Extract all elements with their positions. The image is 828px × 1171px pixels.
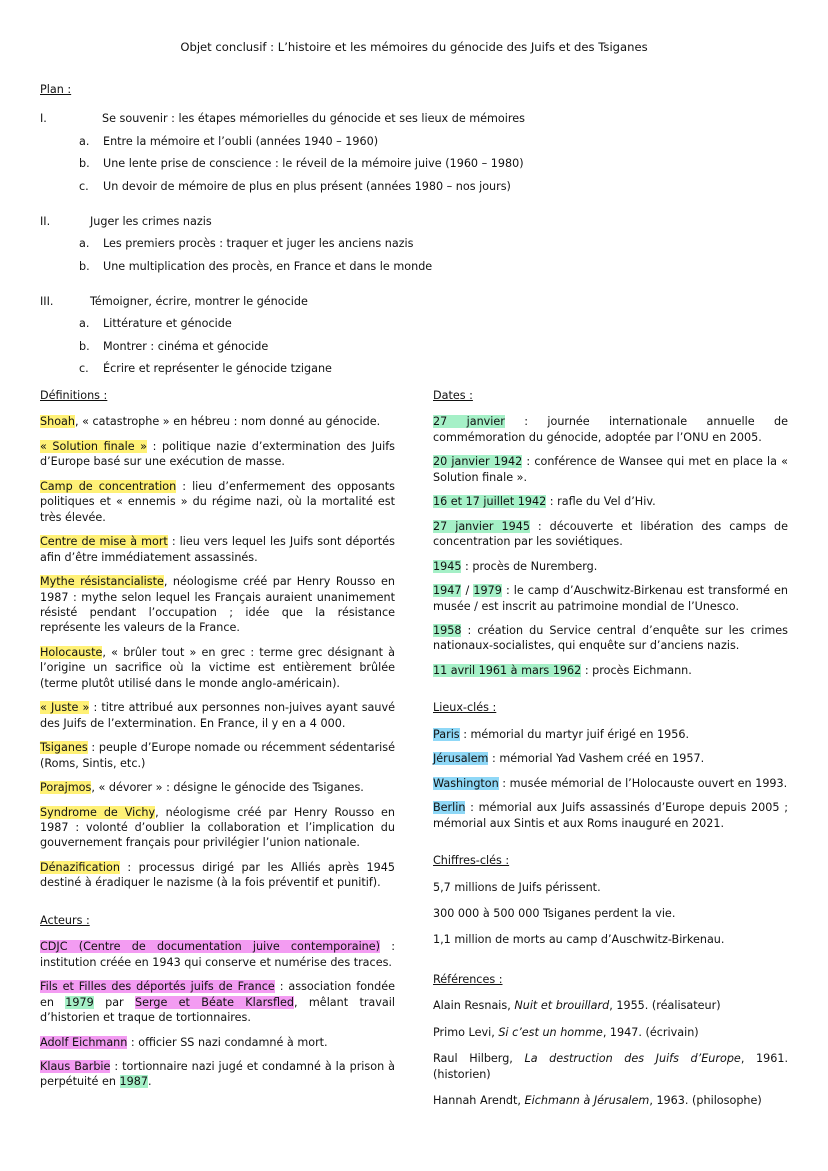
definition-text: : titre attribué aux personnes non-juives ayant sauvé des Juifs de l’extermination. En France, il y en a 4 000. <box>40 701 395 730</box>
lieu-text: : mémorial aux Juifs assassinés d’Europe depuis 2005 ; mémorial aux Sintis et aux Roms inauguré en 2021. <box>433 801 788 830</box>
part-title: Se souvenir : les étapes mémorielles du génocide et ses lieux de mémoires <box>102 112 525 126</box>
plan-part <box>40 211 800 278</box>
acteur-item <box>40 1059 395 1090</box>
plan-part <box>40 291 800 381</box>
date-item <box>433 559 788 574</box>
date-value: 11 avril 1961 à mars 1962 <box>433 663 582 677</box>
sub-title: Entre la mémoire et l’oubli (années 1940 – 1960) <box>103 134 379 148</box>
acteur-text: : officier SS nazi condamné à mort. <box>127 1035 328 1049</box>
date-text: : le camp d’Auschwitz-Birkenau est transformé en musée / est inscrit au patrimoine mondial de l’Unesco. <box>433 584 788 613</box>
definition-term: Shoah <box>40 415 75 429</box>
date-text: : conférence de Wansee qui met en place la « Solution finale ». <box>433 455 788 484</box>
sub-letter: b. <box>79 157 90 171</box>
sub-letter: a. <box>79 237 90 251</box>
sub-title: Une lente prise de conscience : le réveil de la mémoire juive (1960 – 1980) <box>103 157 524 171</box>
reference-work: Si c’est un homme <box>498 1025 603 1039</box>
lieu-item <box>433 727 788 742</box>
date-text: : création du Service central d’enquête sur les crimes nationaux-socialistes, qui enquête sur d’anciens nazis. <box>433 623 788 653</box>
reference-author: Raul Hilberg, <box>433 1052 525 1066</box>
acteur-item <box>40 979 395 1025</box>
definition-text: : processus dirigé par les Alliés après 1945 destiné à éradiquer le nazisme (à la fois préventif et punitif). <box>40 860 395 890</box>
date-text: : rafle du Vel d’Hiv. <box>546 495 656 509</box>
lieu-place: Berlin <box>433 801 466 815</box>
part-number: I. <box>40 112 47 126</box>
definition-item <box>40 534 395 565</box>
reference-work: Nuit et brouillard <box>514 999 610 1013</box>
date-text: : journée internationale annuelle de commémoration du génocide, adoptée par l’ONU en 2005. <box>433 415 788 444</box>
definition-item <box>40 805 395 851</box>
chiffres-heading: Chiffres-clés : <box>433 854 510 868</box>
acteur-name: Fils et Filles des déportés juifs de France <box>40 980 275 994</box>
part-title: Témoigner, écrire, montrer le génocide <box>90 294 308 308</box>
reference-item <box>433 1025 788 1040</box>
lieux-heading: Lieux-clés : <box>433 701 497 715</box>
reference-item <box>433 998 788 1013</box>
date-value: 27 janvier 1945 <box>433 519 530 533</box>
part-number: III. <box>40 294 54 308</box>
acteur-text: par <box>93 995 135 1009</box>
date-value: 1945 <box>433 559 462 573</box>
definition-item <box>40 479 395 525</box>
sub-title: Une multiplication des procès, en France et dans le monde <box>103 259 433 273</box>
definition-text: : peuple d’Europe nomade ou récemment sédentarisé (Roms, Sintis, etc.) <box>40 741 395 770</box>
definition-term: Centre de mise à mort <box>40 535 168 549</box>
definition-term: Porajmos <box>40 781 92 795</box>
definition-item <box>40 645 395 691</box>
reference-work: Eichmann à Jérusalem <box>524 1094 650 1108</box>
definition-text: , néologisme créé par Henry Rousso en 1987 : mythe selon lequel les Français auraient unanimement résisté pendant l’occupation ; idée que la résistance représente les valeurs de la France. <box>40 575 395 635</box>
acteurs-heading: Acteurs : <box>40 913 90 927</box>
reference-detail: , 1955. (réalisateur) <box>609 999 721 1013</box>
date-text: : découverte et libération des camps de concentration par les soviétiques. <box>433 519 788 549</box>
date-item <box>433 454 788 485</box>
date-value: 16 et 17 juillet 1942 <box>433 495 547 509</box>
reference-item <box>433 1093 788 1108</box>
definition-term: Syndrome de Vichy <box>40 805 156 819</box>
acteur-item <box>40 939 395 970</box>
reference-item <box>433 1051 788 1082</box>
sub-title: Un devoir de mémoire de plus en plus présent (années 1980 – nos jours) <box>103 179 511 193</box>
plan-heading: Plan : <box>40 83 72 96</box>
reference-detail: , 1961. (historien) <box>433 1052 789 1081</box>
reference-detail: , 1947. (écrivain) <box>602 1025 699 1039</box>
definition-text: , « catastrophe » en hébreu : nom donné au génocide. <box>74 415 381 429</box>
acteur-year: 1979 <box>65 995 94 1009</box>
definition-term: Dénazification <box>40 860 120 874</box>
sub-letter: a. <box>79 317 90 331</box>
lieu-item <box>433 776 788 791</box>
reference-work: La destruction des Juifs d’Europe <box>524 1052 741 1066</box>
definition-term: Holocauste <box>40 645 103 659</box>
definition-text: : lieu vers lequel les Juifs sont déportés afin d’être immédiatement assassinés. <box>40 535 395 564</box>
definition-item <box>40 860 395 891</box>
definition-term: Tsiganes <box>40 741 88 755</box>
definition-item <box>40 740 395 771</box>
date-item <box>433 583 788 614</box>
reference-author: Primo Levi, <box>433 1025 499 1039</box>
date-separator: / <box>461 584 474 598</box>
page-title: Objet conclusif : L’histoire et les mémoires du génocide des Juifs et des Tsiganes <box>180 40 648 54</box>
definition-item <box>40 439 395 470</box>
definition-text: , néologisme créé par Henry Rousso en 1987 : volonté d’oublier la collaboration et l’implication du gouvernement français pour privilégier l’union nationale. <box>40 805 395 850</box>
definition-text: : lieu d’enfermement des opposants politiques et « ennemis » du régime nazi, où la mortalité est très élevée. <box>40 479 395 524</box>
date-item <box>433 623 788 654</box>
lieu-place: Washington <box>433 776 499 790</box>
lieu-place: Jérusalem <box>433 752 489 766</box>
sub-letter: b. <box>79 259 90 273</box>
date-item <box>433 663 788 678</box>
date-text: : procès Eichmann. <box>581 663 692 677</box>
definition-term: « Juste » <box>40 701 90 715</box>
plan-outline <box>40 108 800 393</box>
lieu-place: Paris <box>433 727 460 741</box>
plan-part <box>40 108 800 198</box>
chiffre-item: 1,1 million de morts au camp d’Auschwitz-Birkenau. <box>433 933 725 947</box>
sub-letter: c. <box>79 179 89 193</box>
definition-item <box>40 574 395 636</box>
references-heading: Références : <box>433 972 503 986</box>
reference-detail: , 1963. (philosophe) <box>649 1094 762 1108</box>
acteur-item <box>40 1035 395 1050</box>
sub-letter: a. <box>79 134 90 148</box>
definition-text: : politique nazie d’extermination des Juifs d’Europe basé sur une exécution de masse. <box>40 439 395 469</box>
sub-letter: b. <box>79 339 90 353</box>
reference-author: Hannah Arendt, <box>433 1094 525 1108</box>
definition-text: , « dévorer » : désigne le génocide des Tsiganes. <box>91 781 364 795</box>
reference-author: Alain Resnais, <box>433 999 515 1013</box>
acteur-name: CDJC (Centre de documentation juive contemporaine) <box>40 940 381 954</box>
definition-term: « Solution finale » <box>40 439 148 453</box>
lieu-text: : musée mémorial de l’Holocauste ouvert en 1993. <box>498 776 788 790</box>
definition-term: Camp de concentration <box>40 479 177 493</box>
date-item <box>433 494 788 509</box>
date-value: 1958 <box>433 623 462 637</box>
date-text: : procès de Nuremberg. <box>461 559 598 573</box>
dates-heading: Dates : <box>433 389 473 402</box>
sub-title: Montrer : cinéma et génocide <box>103 339 269 353</box>
sub-title: Les premiers procès : traquer et juger les anciens nazis <box>103 237 414 251</box>
acteur-text: . <box>148 1075 152 1089</box>
left-column <box>40 388 395 1099</box>
definition-item <box>40 780 395 795</box>
date-item <box>433 519 788 550</box>
lieu-item <box>433 751 788 766</box>
date-value: 27 janvier <box>433 415 505 429</box>
acteur-name: Serge et Béate Klarsfled <box>134 995 295 1009</box>
sub-title: Littérature et génocide <box>103 317 232 331</box>
chiffre-item: 300 000 à 500 000 Tsiganes perdent la vie. <box>433 906 676 920</box>
definition-text: , « brûler tout » en grec : terme grec désignant à l’origine un sacrifice où la victime est entièrement brûlée (terme plutôt utilisé dans le monde anglo-américain). <box>40 645 395 690</box>
acteur-text: : tortionnaire nazi jugé et condamné à la prison à perpétuité en <box>40 1059 395 1089</box>
date-value: 20 janvier 1942 <box>433 455 523 469</box>
acteur-name: Klaus Barbie <box>40 1059 111 1073</box>
acteur-year: 1987 <box>119 1075 148 1089</box>
definition-item <box>40 700 395 731</box>
date-value: 1979 <box>473 584 502 598</box>
sub-title: Écrire et représenter le génocide tzigane <box>103 362 332 376</box>
lieu-text: : mémorial Yad Vashem créé en 1957. <box>488 752 705 766</box>
definition-term: Mythe résistancialiste <box>40 575 164 589</box>
lieu-item <box>433 800 788 831</box>
date-item <box>433 414 788 445</box>
acteur-text: : association fondée en <box>40 980 395 1009</box>
part-number: II. <box>40 214 51 228</box>
right-column <box>433 388 788 1120</box>
chiffre-item: 5,7 millions de Juifs périssent. <box>433 880 601 894</box>
date-value: 1947 <box>433 584 462 598</box>
acteur-text: : institution créée en 1943 qui conserve et numérise des traces. <box>40 940 395 969</box>
acteur-text: , mêlant travail d’historien et traque de tortionnaires. <box>40 995 395 1025</box>
sub-letter: c. <box>79 362 89 376</box>
part-title: Juger les crimes nazis <box>90 214 212 228</box>
acteur-name: Adolf Eichmann <box>40 1035 128 1049</box>
definition-item <box>40 414 395 429</box>
definitions-heading: Définitions : <box>40 389 108 402</box>
lieu-text: : mémorial du martyr juif érigé en 1956. <box>459 727 690 741</box>
